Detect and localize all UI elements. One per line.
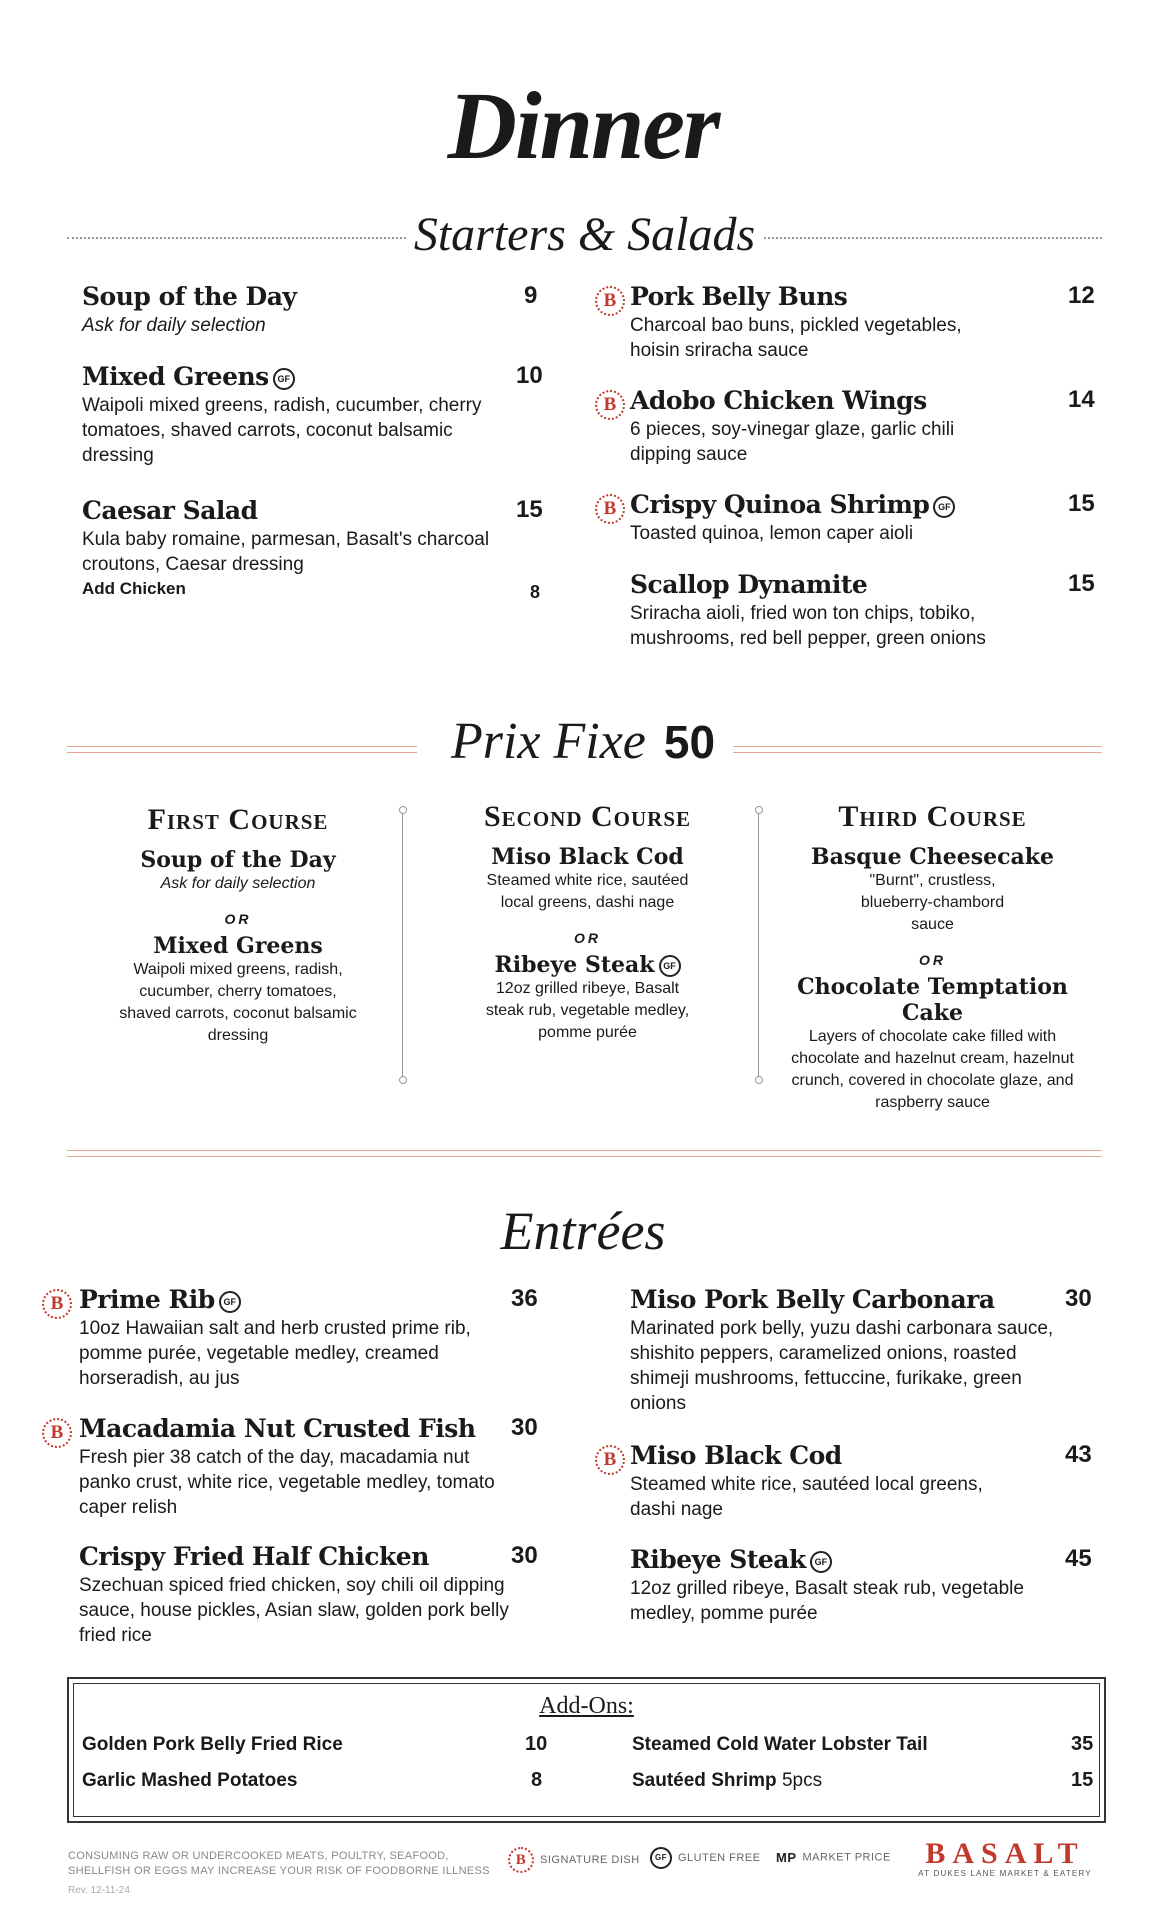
- legend-label: GLUTEN FREE: [678, 1851, 761, 1864]
- item-name: Soup of the Day: [82, 282, 297, 311]
- add-on-price: 15: [1071, 1769, 1094, 1791]
- add-on-name: Sautéed Shrimp: [632, 1770, 777, 1791]
- item-price: 9: [524, 282, 538, 309]
- menu-item: [79, 1285, 539, 1391]
- item-name: Crispy Quinoa Shrimp: [630, 490, 930, 519]
- item-desc: Steamed white rice, sautéed local greens, dashi nage: [630, 1474, 983, 1520]
- item-price: 15: [1068, 490, 1095, 517]
- menu-item: [630, 490, 1095, 546]
- item-name: Mixed Greens: [82, 362, 269, 391]
- item-price: 15: [516, 496, 543, 523]
- item-price: 10: [516, 362, 543, 389]
- item-price: 30: [1065, 1285, 1092, 1312]
- signature-b-badge-icon: B: [42, 1289, 72, 1319]
- page-title: Dinner: [447, 72, 719, 179]
- course-option-desc: Ask for daily selection: [160, 875, 316, 892]
- prix-fixe-price: 50: [663, 716, 716, 768]
- brand-logo: [905, 1837, 1105, 1878]
- item-price: 36: [511, 1285, 538, 1312]
- item-price: 15: [1068, 570, 1095, 597]
- menu-item: [82, 282, 542, 338]
- add-on-quantity: 5pcs: [781, 1770, 823, 1791]
- course-option-desc: Steamed white rice, sautéed local greens, dashi nage: [486, 872, 689, 911]
- add-on-price: 8: [531, 1769, 543, 1791]
- course-option-desc: Waipoli mixed greens, radish, cucumber, cherry tomatoes, shaved carrots, coconut balsamic dressing: [119, 961, 357, 1044]
- signature-b-badge-icon: B: [508, 1847, 534, 1873]
- course-third: [770, 800, 1095, 1114]
- gluten-free-icon: GF: [659, 955, 681, 977]
- menu-item: [630, 1285, 1090, 1416]
- signature-b-badge-icon: B: [595, 494, 625, 524]
- course-divider: [758, 810, 759, 1080]
- course-option-name: Miso Black Cod: [491, 844, 684, 870]
- revision-date: Rev. 12-11-24: [68, 1885, 130, 1896]
- course-option-desc: 12oz grilled ribeye, Basalt steak rub, vegetable medley, pomme purée: [485, 980, 690, 1041]
- item-price: 43: [1065, 1441, 1092, 1468]
- item-name: Crispy Fried Half Chicken: [79, 1542, 429, 1571]
- legend-label: MARKET PRICE: [802, 1851, 891, 1864]
- item-price: 30: [511, 1542, 538, 1569]
- menu-item: [630, 386, 1095, 467]
- entrees-heading: Entrées: [500, 1201, 666, 1261]
- item-name: Macadamia Nut Crusted Fish: [79, 1414, 476, 1443]
- signature-b-badge-icon: B: [595, 1445, 625, 1475]
- item-desc: Waipoli mixed greens, radish, cucumber, cherry tomatoes, shaved carrots, coconut balsamic dressing: [82, 395, 482, 466]
- legend-label: SIGNATURE DISH: [540, 1853, 640, 1866]
- course-divider: [402, 810, 403, 1080]
- gluten-free-icon: GF: [273, 368, 295, 390]
- warning-line: CONSUMING RAW OR UNDERCOOKED MEATS, POULTRY, SEAFOOD,: [68, 1850, 449, 1862]
- course-option-name: Basque Cheesecake: [810, 844, 1055, 870]
- brand-subtitle: AT DUKES LANE MARKET & EATERY: [918, 1869, 1092, 1878]
- item-desc: Szechuan spiced fried chicken, soy chili oil dipping sauce, house pickles, Asian slaw, golden pork belly fried rice: [79, 1575, 509, 1646]
- item-name: Prime Rib: [79, 1285, 215, 1314]
- item-name: Miso Black Cod: [630, 1441, 842, 1470]
- gluten-free-icon: GF: [933, 496, 955, 518]
- item-desc: 10oz Hawaiian salt and herb crusted prime rib, pomme purée, vegetable medley, creamed horseradish, au jus: [79, 1318, 471, 1389]
- menu-item: [79, 1414, 539, 1520]
- item-name: Miso Pork Belly Carbonara: [630, 1285, 995, 1314]
- add-on-price: 35: [1071, 1733, 1094, 1755]
- legend-market-price: [776, 1850, 891, 1865]
- menu-item: [630, 570, 1095, 651]
- course-option-name: Ribeye Steak: [494, 952, 655, 978]
- course-first: [112, 803, 364, 1047]
- item-desc: Charcoal bao buns, pickled vegetables, hoisin sriracha sauce: [630, 315, 962, 361]
- legend-signature: [508, 1847, 640, 1873]
- course-heading: Second Course: [483, 800, 692, 833]
- starters-heading-bar: [67, 208, 1102, 261]
- prix-fixe-heading: [0, 712, 1166, 771]
- course-option-name: Chocolate Temptation Cake: [797, 974, 1068, 1026]
- starters-heading: Starters & Salads: [406, 207, 763, 262]
- menu-item: [630, 282, 1095, 363]
- item-price: 14: [1068, 386, 1095, 413]
- warning-line: SHELLFISH OR EGGS MAY INCREASE YOUR RISK OF FOODBORNE ILLNESS: [68, 1865, 490, 1877]
- menu-item: [630, 1441, 1090, 1522]
- market-price-symbol: MP: [776, 1850, 797, 1865]
- menu-item: [79, 1542, 539, 1648]
- item-desc: Marinated pork belly, yuzu dashi carbonara sauce, shishito peppers, caramelized onions, roasted shimeji mushrooms, fettuccine, furikake, green onions: [630, 1318, 1054, 1414]
- item-desc: 12oz grilled ribeye, Basalt steak rub, vegetable medley, pomme purée: [630, 1578, 1024, 1624]
- item-price: 45: [1065, 1545, 1092, 1572]
- add-on-name: Steamed Cold Water Lobster Tail: [632, 1734, 928, 1755]
- food-safety-warning: [68, 1849, 490, 1879]
- signature-b-badge-icon: B: [42, 1418, 72, 1448]
- course-option-name: Soup of the Day: [140, 847, 336, 873]
- add-ons-heading: Add-Ons:: [539, 1693, 634, 1719]
- or-divider: OR: [224, 911, 252, 927]
- item-name: Adobo Chicken Wings: [630, 386, 927, 415]
- item-price: 12: [1068, 282, 1095, 309]
- item-name: Pork Belly Buns: [630, 282, 848, 311]
- item-name: Caesar Salad: [82, 496, 258, 525]
- course-second: [445, 800, 730, 1044]
- add-on-price: 8: [530, 582, 541, 602]
- course-option-name: Mixed Greens: [153, 933, 323, 959]
- item-price: 30: [511, 1414, 538, 1441]
- item-name: Scallop Dynamite: [630, 570, 868, 599]
- menu-item: [82, 362, 542, 468]
- or-divider: OR: [574, 930, 601, 946]
- add-on-price: 10: [525, 1733, 548, 1755]
- signature-b-badge-icon: B: [595, 286, 625, 316]
- item-desc: Kula baby romaine, parmesan, Basalt's charcoal croutons, Caesar dressing: [82, 529, 490, 575]
- course-option-desc: Layers of chocolate cake filled with chocolate and hazelnut cream, hazelnut crunch, covered in chocolate glaze, and raspberry sauce: [791, 1028, 1074, 1111]
- course-option-desc: "Burnt", crustless, blueberry-chambord sauce: [860, 872, 1005, 933]
- gluten-free-icon: GF: [219, 1291, 241, 1313]
- menu-item: [82, 496, 543, 602]
- brand-name: BASALT: [925, 1837, 1085, 1870]
- legend-gluten-free: [650, 1847, 761, 1869]
- section-rule: [67, 1150, 1102, 1157]
- course-heading: First Course: [147, 803, 329, 836]
- item-name: Ribeye Steak: [630, 1545, 806, 1574]
- menu-item: [630, 1545, 1090, 1626]
- item-desc: Sriracha aioli, fried won ton chips, tobiko, mushrooms, red bell pepper, green onions: [630, 603, 986, 649]
- or-divider: OR: [919, 952, 946, 968]
- item-desc: Toasted quinoa, lemon caper aioli: [630, 523, 914, 544]
- item-desc: Ask for daily selection: [82, 315, 266, 336]
- add-ons-box: [67, 1677, 1106, 1823]
- add-on-name: Golden Pork Belly Fried Rice: [82, 1734, 343, 1755]
- prix-fixe-label: Prix Fixe: [450, 713, 646, 770]
- add-on-name: Garlic Mashed Potatoes: [82, 1770, 298, 1791]
- signature-b-badge-icon: B: [595, 390, 625, 420]
- item-desc: Fresh pier 38 catch of the day, macadamia nut panko crust, white rice, vegetable medley, tomato caper relish: [79, 1447, 495, 1518]
- gluten-free-icon: GF: [810, 1551, 832, 1573]
- course-heading: Third Course: [838, 800, 1027, 833]
- add-on-label: Add Chicken: [82, 579, 186, 598]
- item-desc: 6 pieces, soy-vinegar glaze, garlic chili dipping sauce: [630, 419, 955, 465]
- gluten-free-icon: GF: [650, 1847, 672, 1869]
